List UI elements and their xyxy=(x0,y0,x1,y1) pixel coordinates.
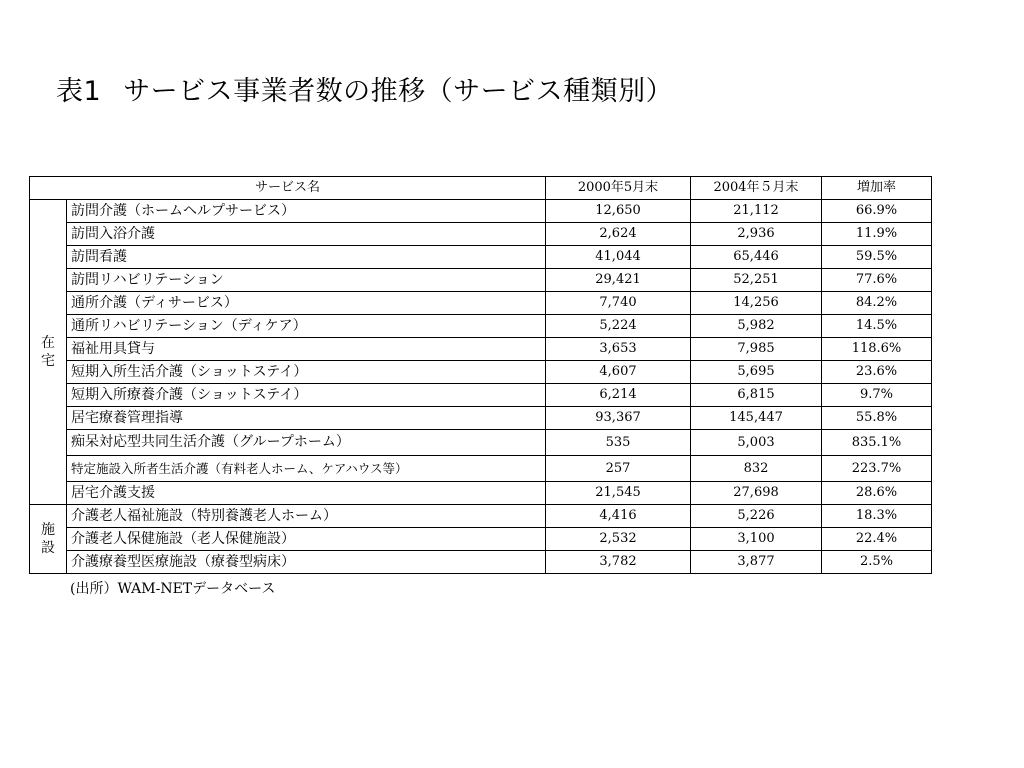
row-name: 居宅介護支援 xyxy=(67,482,546,505)
row-name: 痴呆対応型共同生活介護（グループホーム） xyxy=(67,430,546,456)
row-rate: 9.7% xyxy=(822,384,932,407)
service-table xyxy=(29,176,932,574)
row-value-2004: 3,877 xyxy=(691,551,822,574)
table-row xyxy=(30,338,932,361)
table-row xyxy=(30,482,932,505)
row-name: 訪問入浴介護 xyxy=(67,223,546,246)
row-value-2004: 6,815 xyxy=(691,384,822,407)
row-value-2000: 5,224 xyxy=(546,315,691,338)
row-value-2004: 65,446 xyxy=(691,246,822,269)
row-rate: 2.5% xyxy=(822,551,932,574)
row-value-2004: 832 xyxy=(691,456,822,482)
row-rate: 84.2% xyxy=(822,292,932,315)
group-label-home-text xyxy=(30,334,66,370)
row-name: 福祉用具貸与 xyxy=(67,338,546,361)
row-value-2000: 3,653 xyxy=(546,338,691,361)
table-row xyxy=(30,505,932,528)
row-value-2004: 145,447 xyxy=(691,407,822,430)
table-row xyxy=(30,551,932,574)
row-name: 介護療養型医療施設（療養型病床） xyxy=(67,551,546,574)
row-value-2004: 5,982 xyxy=(691,315,822,338)
row-value-2000: 2,624 xyxy=(546,223,691,246)
group-label-char: 宅 xyxy=(41,353,55,369)
table-row xyxy=(30,200,932,223)
table-row xyxy=(30,223,932,246)
row-rate: 28.6% xyxy=(822,482,932,505)
row-value-2000: 4,416 xyxy=(546,505,691,528)
row-value-2004: 5,695 xyxy=(691,361,822,384)
row-value-2004: 7,985 xyxy=(691,338,822,361)
row-value-2004: 5,003 xyxy=(691,430,822,456)
row-rate: 55.8% xyxy=(822,407,932,430)
page-title xyxy=(56,74,673,110)
row-value-2004: 21,112 xyxy=(691,200,822,223)
row-value-2000: 93,367 xyxy=(546,407,691,430)
group-label-facility xyxy=(30,505,67,574)
row-name: 通所介護（ディサービス） xyxy=(67,292,546,315)
row-name: 訪問介護（ホームヘルプサービス） xyxy=(67,200,546,223)
row-rate: 77.6% xyxy=(822,269,932,292)
table-row xyxy=(30,292,932,315)
row-rate: 11.9% xyxy=(822,223,932,246)
table-row xyxy=(30,456,932,482)
row-name: 通所リハビリテーション（ディケア） xyxy=(67,315,546,338)
header-service-name: サービス名 xyxy=(30,177,546,200)
source-note: (出所）WAM-NETデータベース xyxy=(70,581,276,597)
row-value-2004: 27,698 xyxy=(691,482,822,505)
row-rate: 59.5% xyxy=(822,246,932,269)
table-row xyxy=(30,315,932,338)
header-2004: 2004年５月末 xyxy=(691,177,822,200)
row-value-2000: 3,782 xyxy=(546,551,691,574)
title-text: サービス事業者数の推移（サービス種類別） xyxy=(123,76,674,107)
row-rate: 118.6% xyxy=(822,338,932,361)
table-row xyxy=(30,269,932,292)
row-name: 訪問リハビリテーション xyxy=(67,269,546,292)
row-value-2000: 4,607 xyxy=(546,361,691,384)
row-value-2000: 535 xyxy=(546,430,691,456)
row-value-2004: 5,226 xyxy=(691,505,822,528)
group-label-char: 施 xyxy=(41,522,55,538)
row-name: 居宅療養管理指導 xyxy=(67,407,546,430)
row-value-2004: 2,936 xyxy=(691,223,822,246)
table-row xyxy=(30,361,932,384)
title-label: 表1 xyxy=(56,76,102,107)
row-value-2000: 29,421 xyxy=(546,269,691,292)
row-name: 短期入所療養介護（ショットステイ） xyxy=(67,384,546,407)
row-value-2000: 21,545 xyxy=(546,482,691,505)
group-label-home xyxy=(30,200,67,505)
row-rate: 18.3% xyxy=(822,505,932,528)
row-value-2000: 2,532 xyxy=(546,528,691,551)
table-row xyxy=(30,430,932,456)
header-rate: 増加率 xyxy=(822,177,932,200)
group-label-char: 設 xyxy=(41,540,55,556)
row-value-2004: 52,251 xyxy=(691,269,822,292)
row-value-2000: 41,044 xyxy=(546,246,691,269)
row-value-2000: 257 xyxy=(546,456,691,482)
row-rate: 66.9% xyxy=(822,200,932,223)
row-name: 介護老人福祉施設（特別養護老人ホーム） xyxy=(67,505,546,528)
row-rate: 23.6% xyxy=(822,361,932,384)
table-row xyxy=(30,528,932,551)
row-rate: 223.7% xyxy=(822,456,932,482)
row-value-2004: 14,256 xyxy=(691,292,822,315)
row-value-2000: 7,740 xyxy=(546,292,691,315)
row-value-2004: 3,100 xyxy=(691,528,822,551)
row-name: 訪問看護 xyxy=(67,246,546,269)
group-label-char: 在 xyxy=(41,335,55,351)
header-2000: 2000年5月末 xyxy=(546,177,691,200)
row-name: 短期入所生活介護（ショットステイ） xyxy=(67,361,546,384)
row-rate: 835.1% xyxy=(822,430,932,456)
group-label-facility-text xyxy=(30,521,66,557)
row-value-2000: 6,214 xyxy=(546,384,691,407)
row-rate: 22.4% xyxy=(822,528,932,551)
row-name: 特定施設入所者生活介護（有料老人ホーム、ケアハウス等） xyxy=(67,456,546,482)
row-name: 介護老人保健施設（老人保健施設） xyxy=(67,528,546,551)
table-row xyxy=(30,246,932,269)
table-row xyxy=(30,384,932,407)
row-value-2000: 12,650 xyxy=(546,200,691,223)
row-rate: 14.5% xyxy=(822,315,932,338)
table-header-row xyxy=(30,177,932,200)
table-row xyxy=(30,407,932,430)
